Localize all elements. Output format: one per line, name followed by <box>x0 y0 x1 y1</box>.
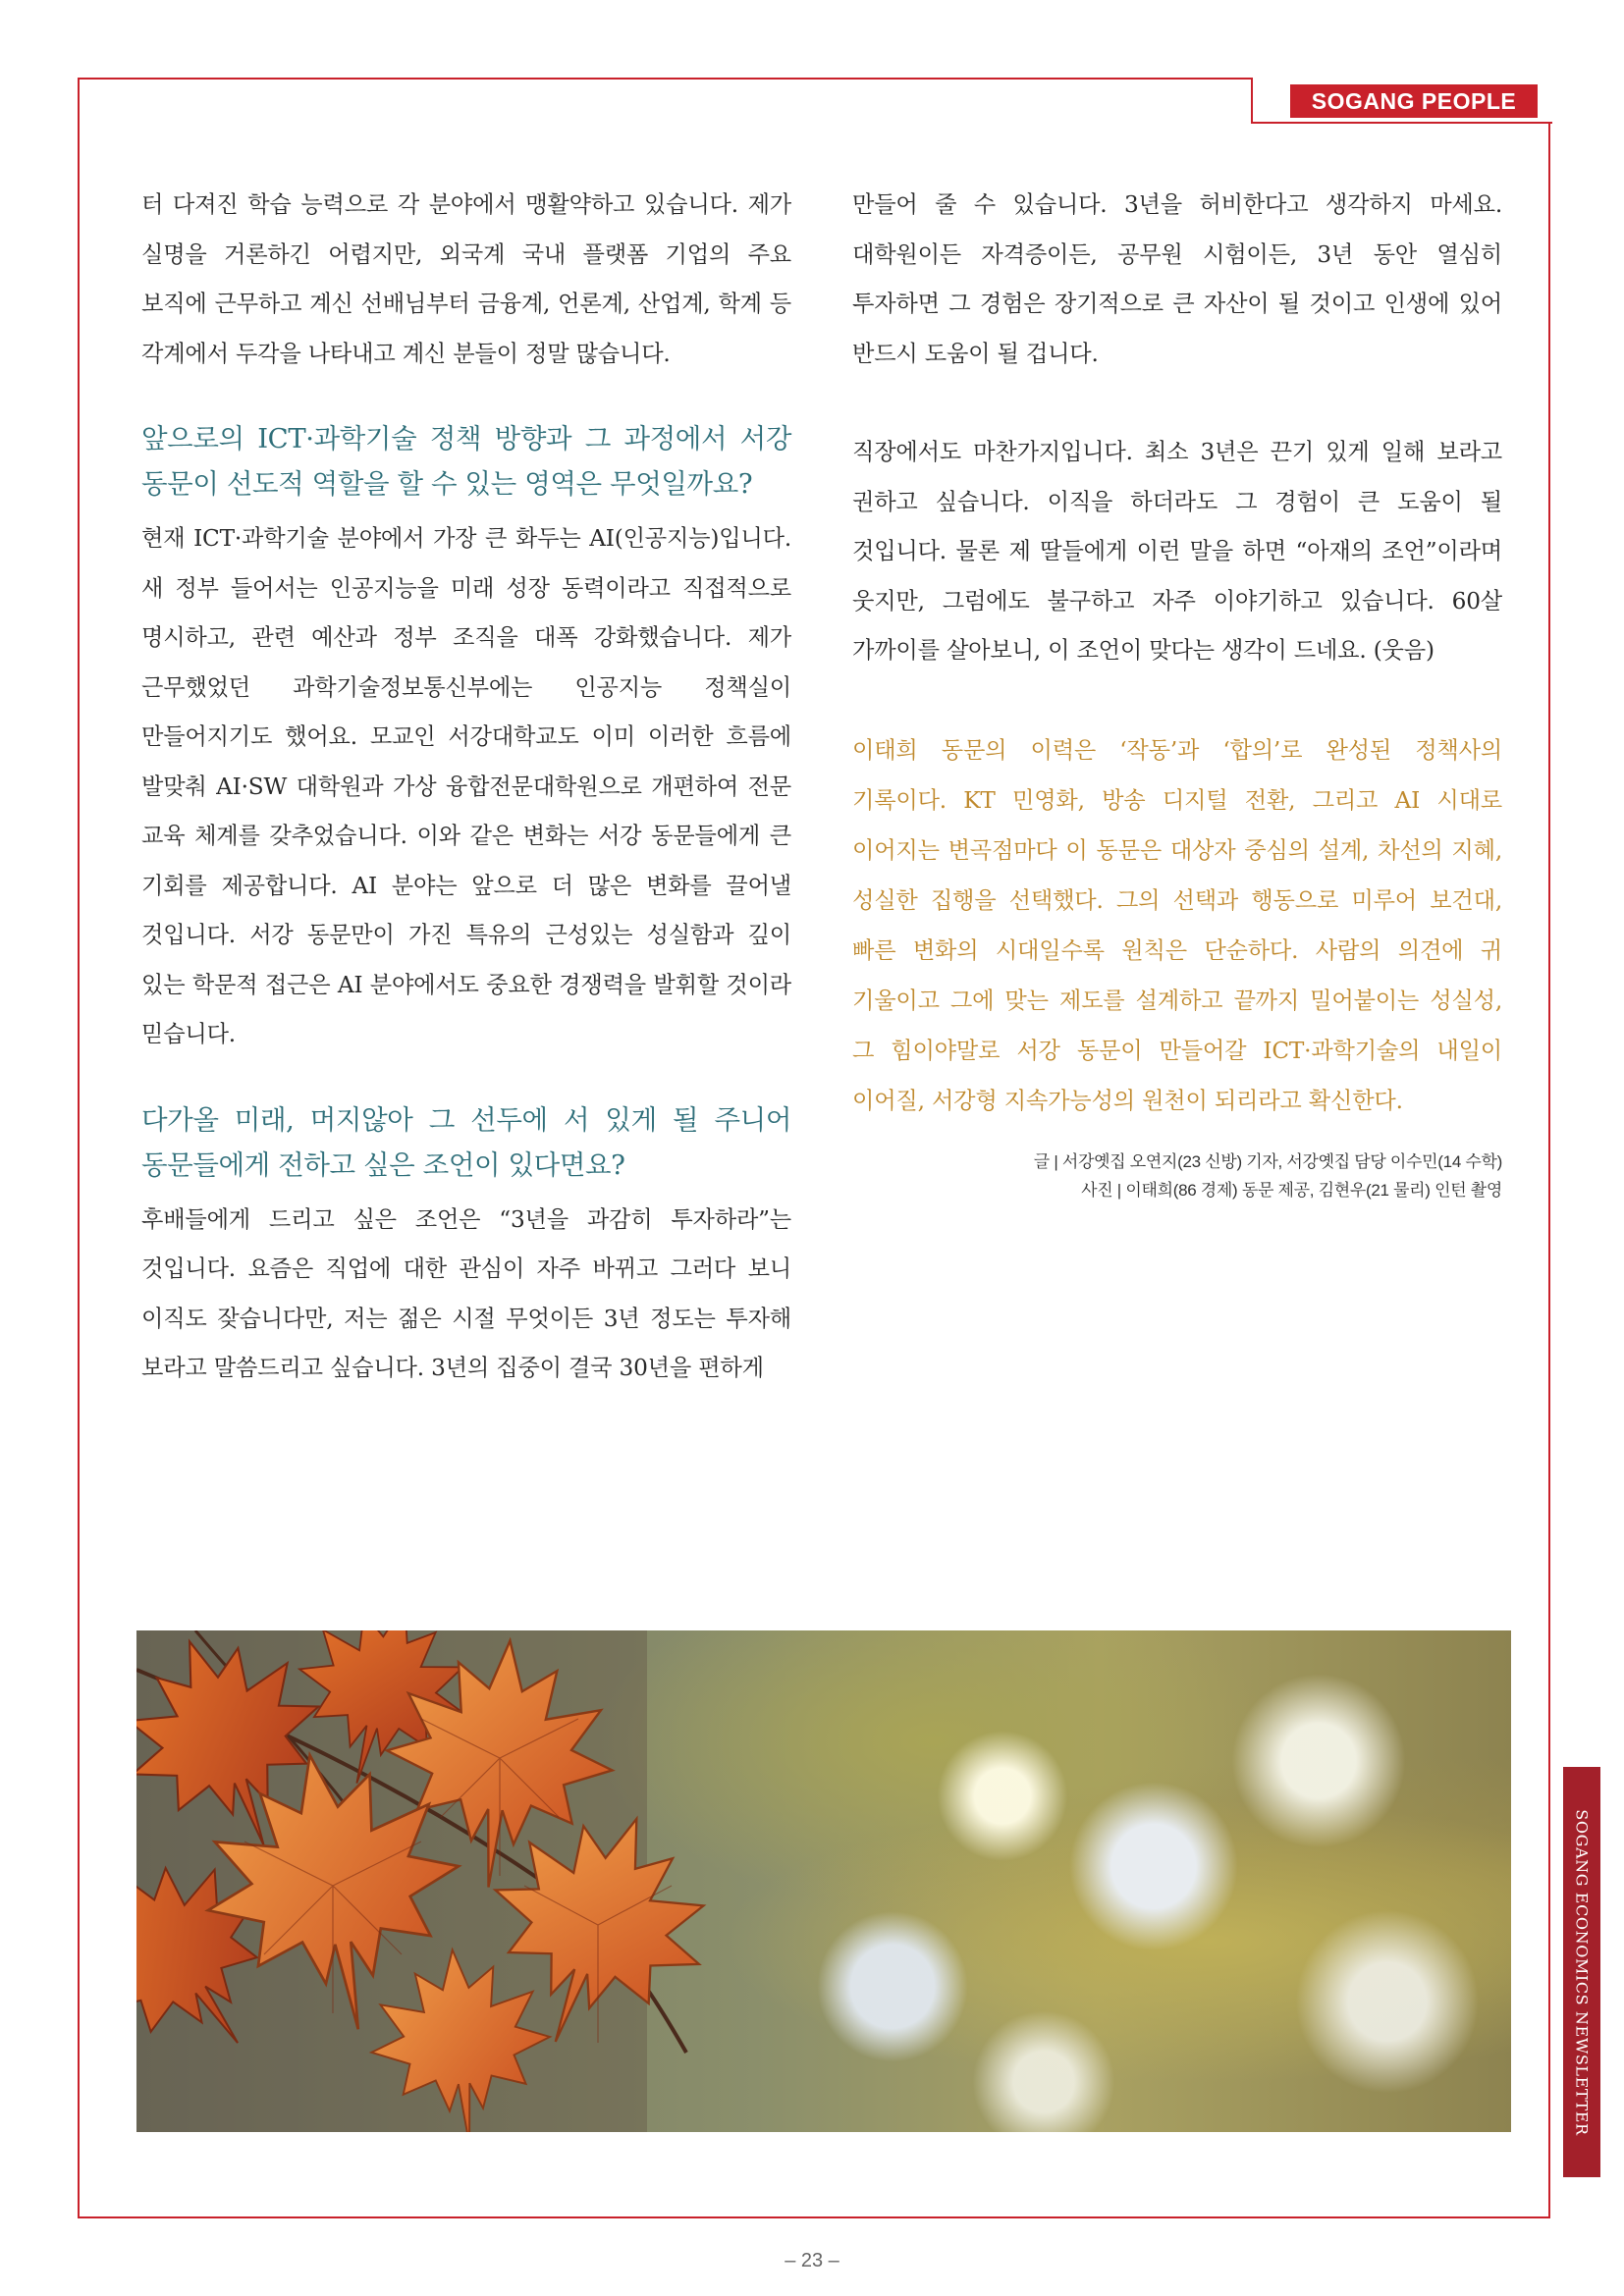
answer-2: 후배들에게 드리고 싶은 조언은 “3년을 과감히 투자하라”는 것입니다. 요즘은 직업에 대한 관심이 자주 바뀌고 그러다 보니 이직도 잦습니다만, 저는 젊은 시절 무엇이든 3년 정도는 투자해 보라고 말씀드리고 싶습니다. 3년의 집중이 결국 30년을 편하게 <box>141 1205 791 1381</box>
credit-photo: 사진 | 이태희(86 경제) 동문 제공, 김현우(21 물리) 인턴 촬영 <box>1081 1180 1502 1200</box>
answer-2-continued-2: 직장에서도 마찬가지입니다. 최소 3년은 끈기 있게 일해 보라고 권하고 싶습니다. 이직을 하더라도 그 경험이 큰 도움이 될 것입니다. 물론 제 딸들에게 이런 말을 하면 “아재의 조언”이라며 웃지만, 그럼에도 불구하고 자주 이야기하고 있습니다. 60살 가까이를 살아보니, 이 조언이 맞다는 생각이 드네요. (웃음) <box>852 439 1502 664</box>
left-column <box>141 181 791 1394</box>
answer-2-continued: 만들어 줄 수 있습니다. 3년을 허비한다고 생각하지 마세요. 대학원이든 자격증이든, 공무원 시험이든, 3년 동안 열심히 투자하면 그 경험은 장기적으로 큰 자산이 될 것이고 인생에 있어 반드시 도움이 될 겁니다. <box>852 191 1502 367</box>
maple-leaves-icon <box>136 1630 1511 2132</box>
newsletter-side-tab <box>1563 1767 1600 2177</box>
question-2: 다가올 미래, 머지않아 그 선두에 서 있게 될 주니어 동문들에게 전하고 싶은 조언이 있다면요? <box>141 1103 791 1181</box>
page-number: – 23 – <box>785 2250 839 2271</box>
newsletter-side-label: SOGANG ECONOMICS NEWSLETTER <box>1572 1808 1592 2136</box>
answer-1: 현재 ICT·과학기술 분야에서 가장 큰 화두는 AI(인공지능)입니다. 새 정부 들어서는 인공지능을 미래 성장 동력이라고 직접적으로 명시하고, 관련 예산과 정부 조직을 대폭 강화했습니다. 제가 근무했었던 과학기술정보통신부에는 인공지능 정책실이 만들어지기도 했어요. 모교인 서강대학교도 이미 이러한 흐름에 발맞춰 AI·SW 대학원과 가상 융합전문대학원으로 개편하여 전문 교육 체계를 갖추었습니다. 이와 같은 변화는 서강 동문들에게 큰 기회를 제공합니다. AI 분야는 앞으로 더 많은 변화를 끌어낼 것입니다. 서강 동문만이 가진 특유의 근성있는 성실함과 깊이 있는 학문적 접근은 AI 분야에서도 중요한 경쟁력을 발휘할 것이라 믿습니다. <box>141 525 791 1047</box>
section-label: SOGANG PEOPLE <box>1290 84 1538 118</box>
credits <box>852 1148 1502 1204</box>
intro-paragraph: 터 다져진 학습 능력으로 각 분야에서 맹활약하고 있습니다. 제가 실명을 거론하긴 어렵지만, 외국계 국내 플랫폼 기업의 주요 보직에 근무하고 계신 선배님부터 금융계, 언론계, 산업계, 학계 등 각계에서 두각을 나타내고 계신 분들이 정말 많습니다. <box>141 191 791 367</box>
question-1: 앞으로의 ICT·과학기술 정책 방향과 그 과정에서 서강 동문이 선도적 역할을 할 수 있는 영역은 무엇일까요? <box>141 423 791 500</box>
summary-paragraph: 이태희 동문의 이력은 ‘작동’과 ‘합의’로 완성된 정책사의 기록이다. KT 민영화, 방송 디지털 전환, 그리고 AI 시대로 이어지는 변곡점마다 이 동문은 대상자 중심의 설계, 차선의 지혜, 성실한 집행을 선택했다. 그의 선택과 행동으로 미루어 보건대, 빠른 변화의 시대일수록 원칙은 단순하다. 사람의 의견에 귀 기울이고 그에 맞는 제도를 설계하고 끝까지 밀어붙이는 성실성, 그 힘이야말로 서강 동문이 만들어갈 ICT·과학기술의 내일이 이어질, 서강형 지속가능성의 원천이 되리라고 확신한다. <box>852 736 1502 1114</box>
right-column <box>852 181 1502 1204</box>
autumn-maple-leaves-photo <box>136 1630 1511 2132</box>
credit-writer: 글 | 서강옛집 오연지(23 신방) 기자, 서강옛집 담당 이수민(14 수학) <box>1033 1151 1502 1171</box>
